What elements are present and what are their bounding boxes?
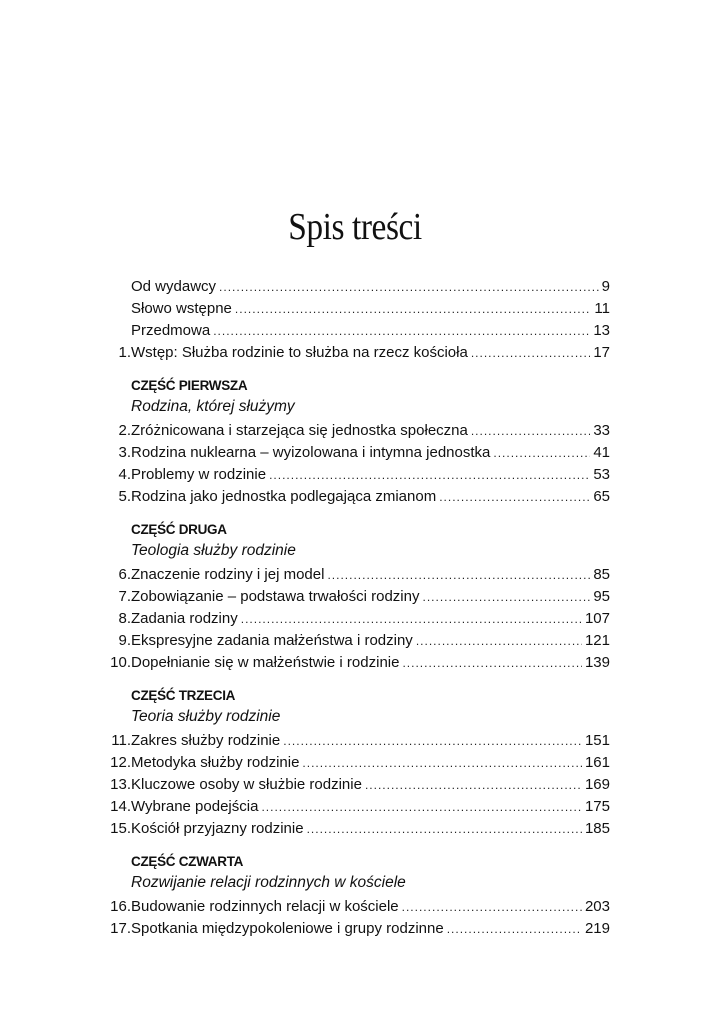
entry-label: Problemy w rodzinie — [131, 466, 267, 483]
toc-entry — [100, 466, 610, 488]
entry-label: Wstęp: Służba rodzinie to służba na rzecz kościoła — [131, 344, 468, 361]
part-subtitle: Teoria służby rodzinie — [131, 708, 281, 725]
entry-page: 65 — [593, 488, 610, 505]
entry-page: 175 — [584, 798, 610, 815]
dot-leader — [402, 656, 582, 670]
entry-number: 11. — [111, 732, 131, 749]
dot-leader — [235, 302, 592, 316]
entry-page: 139 — [584, 654, 610, 671]
entry-number: 4. — [118, 466, 131, 483]
entry-page: 9 — [601, 278, 610, 295]
entry-page: 33 — [593, 422, 610, 439]
entry-page: 17 — [593, 344, 610, 361]
toc-entry — [100, 610, 610, 632]
entry-page: 185 — [584, 820, 610, 837]
table-of-contents — [100, 278, 610, 942]
toc-entry — [100, 588, 610, 610]
entry-number: 9. — [118, 632, 131, 649]
entry-page: 13 — [593, 322, 610, 339]
entry-number: 12. — [110, 754, 131, 771]
entry-page: 121 — [584, 632, 610, 649]
part-section — [100, 378, 610, 510]
part-section — [100, 688, 610, 842]
dot-leader — [283, 734, 582, 748]
part-subtitle: Rozwijanie relacji rodzinnych w kościele — [131, 874, 406, 891]
dot-leader — [307, 822, 582, 836]
dot-leader — [213, 324, 590, 338]
toc-entry — [100, 488, 610, 510]
dot-leader — [302, 756, 582, 770]
toc-entry — [100, 732, 610, 754]
entry-label: Kluczowe osoby w służbie rodzinie — [131, 776, 362, 793]
dot-leader — [402, 900, 582, 914]
entry-number: 15. — [110, 820, 131, 837]
entry-label: Kościół przyjazny rodzinie — [131, 820, 304, 837]
entry-number: 13. — [110, 776, 131, 793]
dot-leader — [439, 490, 590, 504]
toc-entry — [100, 776, 610, 798]
entry-page: 11 — [594, 300, 610, 317]
part-section — [100, 522, 610, 676]
part-heading: CZĘŚĆ TRZECIA — [131, 688, 236, 703]
toc-entry — [100, 422, 610, 444]
page-title: Spis treści — [288, 206, 422, 248]
entry-label: Słowo wstępne — [131, 300, 232, 317]
toc-entry — [100, 898, 610, 920]
toc-entry — [100, 654, 610, 676]
dot-leader — [471, 424, 590, 438]
dot-leader — [269, 468, 590, 482]
toc-entry — [100, 444, 610, 466]
dot-leader — [493, 446, 590, 460]
entry-number: 2. — [118, 422, 131, 439]
entry-number: 7. — [118, 588, 131, 605]
entry-page: 219 — [584, 920, 610, 937]
entry-label: Znaczenie rodziny i jej model — [131, 566, 325, 583]
part-subtitle: Teologia służby rodzinie — [131, 542, 296, 559]
toc-entry — [100, 278, 610, 300]
entry-number: 5. — [118, 488, 131, 505]
part-heading: CZĘŚĆ PIERWSZA — [131, 378, 248, 393]
entry-number: 10. — [110, 654, 131, 671]
toc-entry — [100, 754, 610, 776]
toc-entry — [100, 322, 610, 344]
dot-leader — [416, 634, 582, 648]
toc-entry — [100, 798, 610, 820]
entry-page: 107 — [584, 610, 610, 627]
toc-entry — [100, 920, 610, 942]
entry-label: Budowanie rodzinnych relacji w kościele — [131, 898, 399, 915]
dot-leader — [471, 346, 590, 360]
entry-number: 1. — [118, 344, 131, 361]
dot-leader — [422, 590, 590, 604]
toc-entry — [100, 566, 610, 588]
entry-page: 53 — [593, 466, 610, 483]
part-section — [100, 854, 610, 942]
entry-label: Zróżnicowana i starzejąca się jednostka społeczna — [131, 422, 468, 439]
entry-label: Spotkania międzypokoleniowe i grupy rodzinne — [131, 920, 444, 937]
entry-label: Ekspresyjne zadania małżeństwa i rodziny — [131, 632, 413, 649]
entry-label: Wybrane podejścia — [131, 798, 259, 815]
entry-number: 6. — [118, 566, 131, 583]
entry-number: 3. — [118, 444, 131, 461]
dot-leader — [327, 568, 590, 582]
dot-leader — [365, 778, 582, 792]
entry-label: Przedmowa — [131, 322, 211, 339]
entry-number: 16. — [110, 898, 131, 915]
entry-label: Zakres służby rodzinie — [131, 732, 281, 749]
entry-label: Rodzina nuklearna – wyizolowana i intymna jednostka — [131, 444, 491, 461]
dot-leader — [261, 800, 582, 814]
part-subtitle: Rodzina, której służymy — [131, 398, 295, 415]
dot-leader — [447, 922, 582, 936]
entry-page: 151 — [584, 732, 610, 749]
entry-number: 17. — [110, 920, 131, 937]
entry-number: 14. — [110, 798, 131, 815]
entry-page: 85 — [593, 566, 610, 583]
entry-label: Rodzina jako jednostka podlegająca zmianom — [131, 488, 437, 505]
toc-entry — [100, 820, 610, 842]
part-heading: CZĘŚĆ DRUGA — [131, 522, 227, 537]
part-heading: CZĘŚĆ CZWARTA — [131, 854, 244, 869]
toc-entry — [100, 632, 610, 654]
entry-label: Od wydawcy — [131, 278, 217, 295]
dot-leader — [241, 612, 582, 626]
entry-label: Metodyka służby rodzinie — [131, 754, 300, 771]
toc-entry — [100, 300, 610, 322]
entry-page: 95 — [593, 588, 610, 605]
dot-leader — [219, 280, 599, 294]
entry-label: Zadania rodziny — [131, 610, 238, 627]
entry-label: Dopełnianie się w małżeństwie i rodzinie — [131, 654, 400, 671]
entry-page: 41 — [593, 444, 610, 461]
entry-page: 203 — [584, 898, 610, 915]
toc-entry — [100, 344, 610, 366]
entry-page: 169 — [584, 776, 610, 793]
entry-page: 161 — [584, 754, 610, 771]
entry-number: 8. — [118, 610, 131, 627]
entry-label: Zobowiązanie – podstawa trwałości rodziny — [131, 588, 420, 605]
